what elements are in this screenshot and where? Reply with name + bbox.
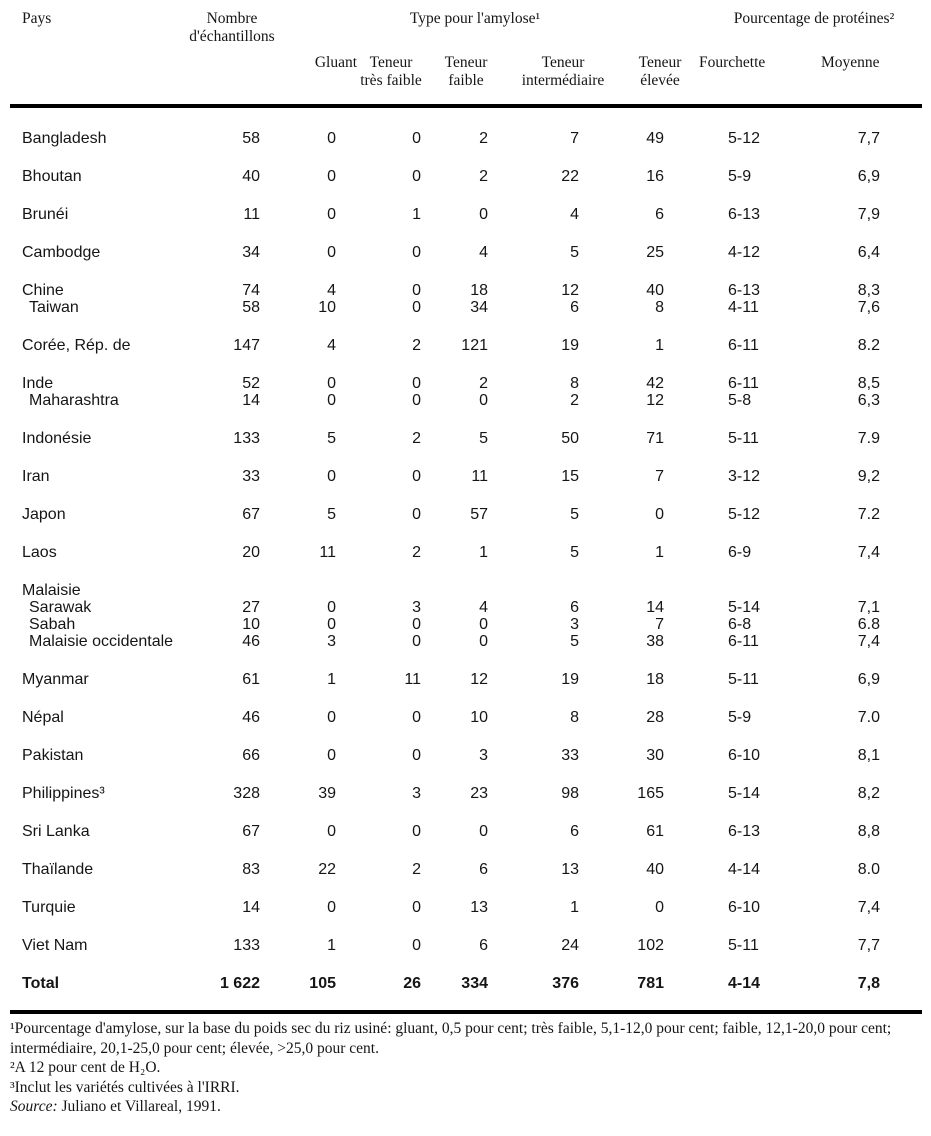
cell-teneur-intermediaire: 19 — [561, 337, 579, 354]
cell-nombre-echantillons: 1 622 — [219, 975, 260, 992]
cell-moyenne: 8.0 — [857, 861, 880, 878]
cell-teneur-intermediaire: 376 — [552, 975, 579, 992]
cell-moyenne: 7,7 — [857, 130, 880, 147]
cell-teneur-faible: 0 — [479, 633, 488, 650]
table-row — [22, 599, 880, 616]
cell-teneur-elevee: 0 — [655, 506, 664, 523]
col-header-gluant: Gluant — [314, 54, 357, 71]
cell-moyenne: 6,3 — [857, 392, 880, 409]
cell-gluant: 0 — [327, 468, 336, 485]
cell-gluant: 5 — [327, 506, 336, 523]
cell-gluant: 0 — [327, 823, 336, 840]
cell-fourchette: 4-14 — [728, 861, 761, 878]
cell-nombre-echantillons: 147 — [233, 337, 260, 354]
cell-nombre-echantillons: 61 — [242, 671, 260, 688]
cell-teneur-tres-faible: 0 — [412, 244, 421, 261]
cell-fourchette: 6-10 — [728, 899, 761, 916]
cell-fourchette: 5-14 — [728, 599, 761, 616]
source-text: Juliano et Villareal, 1991. — [57, 1098, 221, 1115]
cell-teneur-intermediaire: 15 — [561, 468, 579, 485]
col-header-teneur-tres-faible-line1: Teneur — [369, 54, 413, 71]
cell-pays: Viet Nam — [22, 937, 88, 954]
cell-teneur-tres-faible: 0 — [412, 168, 421, 185]
cell-gluant: 10 — [318, 299, 336, 316]
cell-teneur-intermediaire: 1 — [570, 899, 579, 916]
cell-teneur-intermediaire: 19 — [561, 671, 579, 688]
table-row — [22, 633, 880, 650]
table-row — [22, 185, 880, 223]
cell-teneur-intermediaire: 13 — [561, 861, 579, 878]
cell-pays: Corée, Rép. de — [22, 337, 131, 354]
cell-nombre-echantillons: 83 — [242, 861, 260, 878]
footer-divider — [10, 1010, 922, 1014]
cell-teneur-elevee: 42 — [646, 375, 664, 392]
table-row — [22, 561, 880, 599]
cell-gluant: 22 — [318, 861, 336, 878]
cell-teneur-intermediaire: 50 — [561, 430, 579, 447]
cell-nombre-echantillons: 27 — [242, 599, 260, 616]
cell-teneur-faible: 18 — [470, 282, 488, 299]
col-header-pays: Pays — [22, 10, 52, 27]
cell-moyenne: 8,3 — [857, 282, 880, 299]
table-row — [22, 316, 880, 354]
cell-nombre-echantillons: 74 — [242, 282, 260, 299]
cell-teneur-faible: 5 — [479, 430, 488, 447]
table-row — [22, 616, 880, 633]
cell-teneur-elevee: 30 — [646, 747, 664, 764]
cell-pays: Sri Lanka — [22, 823, 90, 840]
cell-teneur-tres-faible: 0 — [412, 937, 421, 954]
cell-moyenne: 8,5 — [857, 375, 880, 392]
cell-pays: Sabah — [29, 616, 76, 633]
cell-nombre-echantillons: 67 — [242, 506, 260, 523]
cell-pays: Malaisie — [22, 582, 81, 599]
cell-teneur-intermediaire: 8 — [570, 709, 579, 726]
cell-teneur-faible: 2 — [479, 375, 488, 392]
cell-teneur-intermediaire: 12 — [561, 282, 579, 299]
cell-fourchette: 5-8 — [728, 392, 752, 409]
cell-nombre-echantillons: 58 — [242, 130, 260, 147]
cell-gluant: 105 — [309, 975, 336, 992]
col-header-teneur-intermediaire-line1: Teneur — [541, 54, 585, 71]
header-divider — [10, 104, 922, 108]
cell-teneur-elevee: 18 — [646, 671, 664, 688]
cell-fourchette: 6-11 — [728, 375, 759, 392]
cell-teneur-intermediaire: 98 — [561, 785, 579, 802]
cell-nombre-echantillons: 133 — [233, 937, 260, 954]
cell-teneur-intermediaire: 5 — [570, 633, 579, 650]
cell-teneur-faible: 0 — [479, 823, 488, 840]
cell-teneur-faible: 3 — [479, 747, 488, 764]
cell-pays: Népal — [22, 709, 64, 726]
cell-teneur-intermediaire: 5 — [570, 506, 579, 523]
cell-fourchette: 5-12 — [728, 130, 761, 147]
cell-teneur-elevee: 0 — [655, 899, 664, 916]
cell-teneur-faible — [421, 561, 488, 599]
cell-pays: Chine — [22, 282, 64, 299]
col-header-teneur-faible-line2: faible — [448, 72, 484, 89]
cell-teneur-faible: 0 — [479, 206, 488, 223]
cell-gluant: 4 — [327, 282, 336, 299]
cell-teneur-elevee: 49 — [646, 130, 664, 147]
source-label: Source: — [10, 1098, 58, 1115]
cell-teneur-elevee: 25 — [646, 244, 664, 261]
cell-fourchette: 6-13 — [728, 823, 761, 840]
cell-fourchette: 5-11 — [728, 937, 759, 954]
cell-teneur-intermediaire: 5 — [570, 244, 579, 261]
cell-teneur-intermediaire: 6 — [570, 823, 579, 840]
footnote: ¹Pourcentage d'amylose, sur la base du poids sec du riz usiné: gluant, 0,5 pour cent; très faible, 5,1-12,0 pour cent; faible, 12,1-20,0 pour cent; intermédiaire, 20,1-25,0 pour cent; élevée, >25,0 pour cent. — [10, 1020, 892, 1057]
cell-teneur-tres-faible: 0 — [412, 375, 421, 392]
cell-gluant: 4 — [327, 337, 336, 354]
cell-pays: Cambodge — [22, 244, 101, 261]
cell-teneur-faible: 0 — [479, 616, 488, 633]
cell-nombre-echantillons: 20 — [242, 544, 260, 561]
cell-nombre-echantillons — [202, 561, 260, 599]
cell-teneur-elevee: 40 — [646, 861, 664, 878]
cell-fourchette: 5-9 — [728, 168, 752, 185]
cell-teneur-intermediaire: 6 — [570, 299, 579, 316]
table-row — [22, 954, 880, 992]
cell-teneur-elevee: 14 — [646, 599, 664, 616]
cell-gluant: 0 — [327, 616, 336, 633]
cell-teneur-tres-faible: 2 — [412, 337, 421, 354]
cell-gluant: 39 — [318, 785, 336, 802]
cell-teneur-elevee: 16 — [646, 168, 664, 185]
cell-pays: Indonésie — [22, 430, 92, 447]
cell-moyenne: 7,6 — [857, 299, 880, 316]
cell-moyenne: 7,9 — [857, 206, 880, 223]
cell-moyenne: 7.2 — [857, 506, 880, 523]
cell-pays: Maharashtra — [29, 392, 119, 409]
cell-teneur-tres-faible: 0 — [412, 282, 421, 299]
cell-gluant: 0 — [327, 206, 336, 223]
cell-teneur-tres-faible: 2 — [412, 861, 421, 878]
cell-teneur-tres-faible: 0 — [412, 709, 421, 726]
cell-fourchette: 5-12 — [728, 506, 761, 523]
cell-nombre-echantillons: 33 — [242, 468, 260, 485]
cell-teneur-faible: 10 — [470, 709, 488, 726]
cell-moyenne: 8.2 — [857, 337, 880, 354]
table-row — [22, 147, 880, 185]
cell-gluant: 0 — [327, 899, 336, 916]
footnote: ³Inclut les variétés cultivées à l'IRRI. — [10, 1078, 240, 1096]
cell-teneur-tres-faible: 3 — [412, 785, 421, 802]
table-row — [22, 261, 880, 299]
cell-teneur-intermediaire: 4 — [570, 206, 579, 223]
table-row — [22, 109, 880, 147]
cell-teneur-elevee — [579, 561, 664, 599]
table-row — [22, 485, 880, 523]
cell-gluant — [260, 561, 336, 599]
table-row — [22, 840, 880, 878]
cell-teneur-elevee: 8 — [655, 299, 664, 316]
cell-teneur-faible: 121 — [461, 337, 488, 354]
cell-nombre-echantillons: 52 — [242, 375, 260, 392]
cell-teneur-intermediaire: 5 — [570, 544, 579, 561]
cell-moyenne: 8,2 — [857, 785, 880, 802]
cell-teneur-elevee: 781 — [637, 975, 664, 992]
table-row — [22, 409, 880, 447]
table-row — [22, 447, 880, 485]
table-row — [22, 392, 880, 409]
cell-fourchette: 5-9 — [728, 709, 752, 726]
cell-teneur-faible: 12 — [470, 671, 488, 688]
cell-teneur-elevee: 40 — [646, 282, 664, 299]
cell-teneur-elevee: 1 — [655, 337, 664, 354]
source-line — [10, 1097, 924, 1117]
cell-nombre-echantillons: 10 — [242, 616, 260, 633]
cell-nombre-echantillons: 58 — [242, 299, 260, 316]
cell-teneur-elevee: 6 — [655, 206, 664, 223]
cell-pays: Sarawak — [29, 599, 92, 616]
table-row — [22, 354, 880, 392]
cell-nombre-echantillons: 46 — [242, 709, 260, 726]
cell-fourchette: 6-11 — [728, 337, 759, 354]
cell-teneur-tres-faible: 2 — [412, 544, 421, 561]
cell-teneur-intermediaire: 2 — [570, 392, 579, 409]
cell-nombre-echantillons: 133 — [233, 430, 260, 447]
cell-teneur-faible: 23 — [470, 785, 488, 802]
cell-teneur-intermediaire: 33 — [561, 747, 579, 764]
cell-teneur-faible: 334 — [461, 975, 488, 992]
cell-fourchette: 3-12 — [728, 468, 761, 485]
cell-nombre-echantillons: 11 — [243, 206, 260, 223]
col-header-teneur-elevee-line1: Teneur — [638, 54, 682, 71]
cell-fourchette: 6-9 — [728, 544, 752, 561]
cell-moyenne: 9,2 — [857, 468, 880, 485]
table-row — [22, 299, 880, 316]
cell-nombre-echantillons: 14 — [242, 392, 260, 409]
cell-pays: Malaisie occidentale — [29, 633, 174, 650]
cell-nombre-echantillons: 46 — [242, 633, 260, 650]
col-header-moyenne: Moyenne — [821, 54, 880, 71]
cell-teneur-tres-faible: 3 — [412, 599, 421, 616]
cell-teneur-elevee: 28 — [646, 709, 664, 726]
cell-fourchette: 6-8 — [728, 616, 752, 633]
cell-pays: Turquie — [22, 899, 76, 916]
col-header-nombre-line2: d'échantillons — [189, 28, 275, 45]
cell-teneur-elevee: 165 — [637, 785, 664, 802]
cell-pays: Taiwan — [29, 299, 79, 316]
cell-teneur-tres-faible: 0 — [412, 823, 421, 840]
table-row — [22, 650, 880, 688]
cell-moyenne: 8,1 — [857, 747, 880, 764]
cell-moyenne: 7.0 — [857, 709, 880, 726]
col-header-nombre — [158, 10, 306, 46]
cell-teneur-tres-faible: 0 — [412, 616, 421, 633]
cell-teneur-faible: 57 — [470, 506, 488, 523]
cell-teneur-faible: 11 — [471, 468, 488, 485]
cell-gluant: 0 — [327, 599, 336, 616]
cell-teneur-faible: 6 — [479, 937, 488, 954]
cell-gluant: 0 — [327, 244, 336, 261]
cell-moyenne: 7,4 — [857, 633, 880, 650]
cell-teneur-faible: 1 — [479, 544, 488, 561]
cell-gluant: 1 — [327, 671, 336, 688]
cell-teneur-intermediaire: 6 — [570, 599, 579, 616]
table-row — [22, 764, 880, 802]
cell-teneur-elevee: 102 — [637, 937, 664, 954]
cell-teneur-tres-faible: 1 — [412, 206, 421, 223]
col-header-teneur-elevee — [627, 54, 693, 90]
cell-moyenne: 6,9 — [857, 168, 880, 185]
cell-teneur-elevee: 7 — [655, 468, 664, 485]
cell-moyenne: 8,8 — [857, 823, 880, 840]
cell-pays: Inde — [22, 375, 54, 392]
col-header-fourchette: Fourchette — [699, 54, 766, 71]
cell-teneur-faible: 4 — [479, 599, 488, 616]
cell-gluant: 5 — [327, 430, 336, 447]
cell-teneur-elevee: 7 — [655, 616, 664, 633]
cell-teneur-intermediaire: 8 — [570, 375, 579, 392]
cell-teneur-tres-faible: 0 — [412, 506, 421, 523]
cell-teneur-tres-faible: 0 — [412, 468, 421, 485]
cell-gluant: 0 — [327, 168, 336, 185]
cell-fourchette: 5-11 — [728, 430, 759, 447]
cell-nombre-echantillons: 34 — [242, 244, 260, 261]
col-header-teneur-intermediaire — [500, 54, 626, 90]
table-row — [22, 726, 880, 764]
cell-nombre-echantillons: 14 — [242, 899, 260, 916]
cell-moyenne: 7,1 — [857, 599, 880, 616]
group-header-proteines: Pourcentage de protéines² — [733, 10, 895, 27]
cell-fourchette: 6-11 — [728, 633, 759, 650]
cell-teneur-faible: 4 — [479, 244, 488, 261]
cell-teneur-elevee: 1 — [655, 544, 664, 561]
table-row — [22, 688, 880, 726]
cell-teneur-elevee: 61 — [646, 823, 664, 840]
cell-moyenne: 7,4 — [857, 544, 880, 561]
cell-gluant: 11 — [319, 544, 336, 561]
cell-teneur-intermediaire: 24 — [561, 937, 579, 954]
cell-teneur-tres-faible: 0 — [412, 130, 421, 147]
cell-pays: Philippines³ — [22, 785, 105, 802]
cell-teneur-elevee: 71 — [646, 430, 664, 447]
cell-moyenne: 7,8 — [857, 975, 880, 992]
cell-teneur-elevee: 12 — [646, 392, 664, 409]
cell-nombre-echantillons: 328 — [233, 785, 260, 802]
cell-moyenne: 7,7 — [857, 937, 880, 954]
cell-teneur-tres-faible — [336, 561, 421, 599]
cell-teneur-tres-faible: 0 — [412, 392, 421, 409]
cell-fourchette: 6-13 — [728, 282, 761, 299]
cell-pays: Thaïlande — [22, 861, 94, 878]
cell-teneur-faible: 13 — [470, 899, 488, 916]
cell-teneur-tres-faible: 0 — [412, 633, 421, 650]
cell-teneur-faible: 6 — [479, 861, 488, 878]
cell-teneur-faible: 2 — [479, 130, 488, 147]
col-header-teneur-tres-faible-line2: très faible — [360, 72, 422, 89]
cell-fourchette: 4-14 — [728, 975, 761, 992]
cell-moyenne — [800, 561, 880, 599]
cell-teneur-faible: 0 — [479, 392, 488, 409]
footnote: ²A 12 pour cent de H₂O. — [10, 1059, 161, 1076]
col-header-teneur-faible — [432, 54, 500, 90]
cell-teneur-tres-faible: 26 — [403, 975, 421, 992]
cell-pays: Laos — [22, 544, 57, 561]
table-header — [0, 0, 931, 105]
col-header-nombre-line1: Nombre — [206, 10, 258, 27]
cell-gluant: 0 — [327, 375, 336, 392]
cell-pays: Iran — [22, 468, 50, 485]
group-header-amylose: Type pour l'amylose¹ — [409, 10, 541, 27]
cell-teneur-faible: 34 — [470, 299, 488, 316]
cell-teneur-elevee: 38 — [646, 633, 664, 650]
cell-moyenne: 7,4 — [857, 899, 880, 916]
cell-fourchette: 5-14 — [728, 785, 761, 802]
cell-gluant: 0 — [327, 392, 336, 409]
cell-fourchette: 6-10 — [728, 747, 761, 764]
cell-pays: Bhoutan — [22, 168, 82, 185]
cell-teneur-tres-faible: 11 — [404, 671, 421, 688]
table-row — [22, 878, 880, 916]
cell-teneur-intermediaire: 7 — [570, 130, 579, 147]
cell-moyenne: 6,4 — [857, 244, 880, 261]
cell-gluant: 1 — [327, 937, 336, 954]
cell-fourchette: 4-11 — [728, 299, 759, 316]
cell-moyenne: 7.9 — [857, 430, 880, 447]
col-header-teneur-intermediaire-line2: intermédiaire — [521, 72, 605, 89]
cell-pays: Pakistan — [22, 747, 84, 764]
cell-nombre-echantillons: 67 — [242, 823, 260, 840]
cell-pays: Brunéi — [22, 206, 69, 223]
cell-pays: Japon — [22, 506, 66, 523]
cell-moyenne: 6,9 — [857, 671, 880, 688]
cell-teneur-tres-faible: 2 — [412, 430, 421, 447]
cell-teneur-tres-faible: 0 — [412, 747, 421, 764]
table-row — [22, 916, 880, 954]
cell-teneur-tres-faible: 0 — [412, 899, 421, 916]
data-table — [22, 109, 880, 992]
col-header-teneur-elevee-line2: élevée — [640, 72, 680, 89]
table-row — [22, 223, 880, 261]
col-header-teneur-faible-line1: Teneur — [444, 54, 488, 71]
cell-gluant: 0 — [327, 747, 336, 764]
table-row — [22, 523, 880, 561]
footnotes — [10, 1019, 924, 1117]
cell-pays: Bangladesh — [22, 130, 107, 147]
table-row — [22, 802, 880, 840]
cell-teneur-intermediaire: 3 — [570, 616, 579, 633]
cell-fourchette: 4-12 — [728, 244, 761, 261]
cell-nombre-echantillons: 40 — [242, 168, 260, 185]
cell-gluant: 0 — [327, 709, 336, 726]
cell-teneur-intermediaire — [488, 561, 579, 599]
cell-moyenne: 6.8 — [857, 616, 880, 633]
cell-pays: Total — [22, 975, 60, 992]
cell-fourchette: 5-11 — [728, 671, 759, 688]
cell-pays: Myanmar — [22, 671, 89, 688]
cell-gluant: 3 — [327, 633, 336, 650]
cell-fourchette — [664, 561, 800, 599]
cell-teneur-faible: 2 — [479, 168, 488, 185]
cell-fourchette: 6-13 — [728, 206, 761, 223]
col-header-teneur-tres-faible — [348, 54, 434, 90]
cell-teneur-intermediaire: 22 — [561, 168, 579, 185]
cell-nombre-echantillons: 66 — [242, 747, 260, 764]
cell-gluant: 0 — [327, 130, 336, 147]
cell-teneur-tres-faible: 0 — [412, 299, 421, 316]
